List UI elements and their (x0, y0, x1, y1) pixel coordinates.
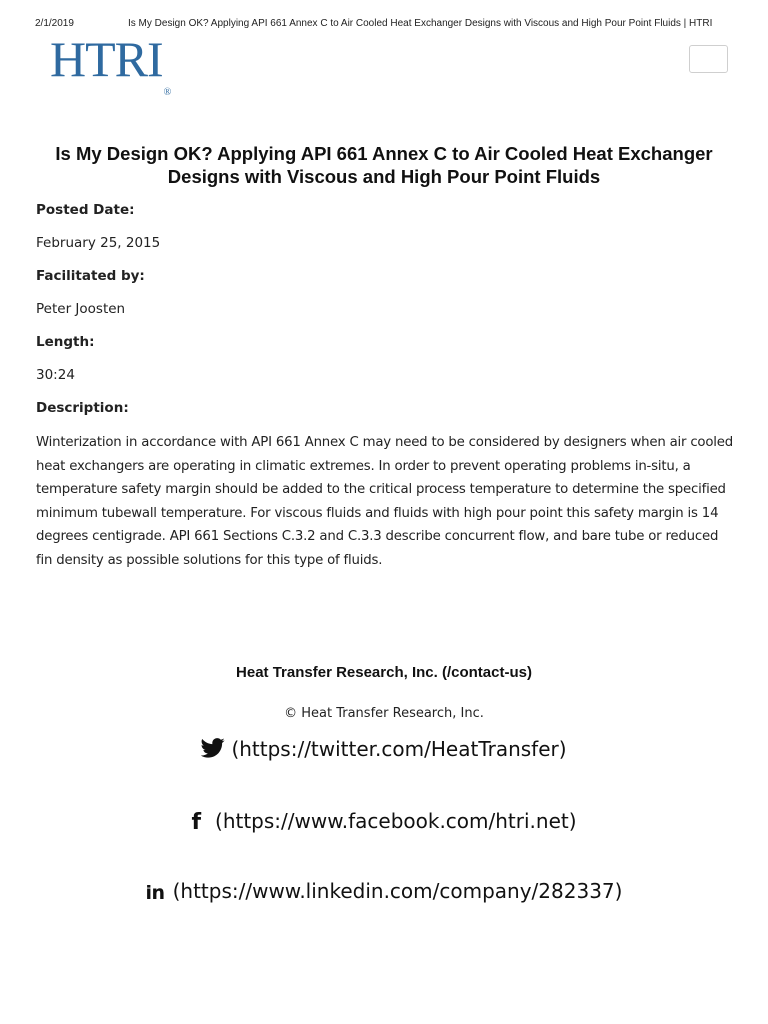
facilitated-by-value: Peter Joosten (36, 301, 126, 317)
description-label: Description: (36, 400, 129, 416)
twitter-bird-icon (201, 738, 225, 763)
linkedin-link[interactable] (0, 879, 768, 904)
page-title: Is My Design OK? Applying API 661 Annex C to Air Cooled Heat Exchanger Designs with Viscous and High Pour Point Fluids (55, 143, 713, 187)
print-date: 2/1/2019 (35, 18, 74, 29)
description-text: Winterization in accordance with API 661 Annex C may need to be considered by designers when air cooled heat exchangers are operating in climatic extremes. In order to prevent operating problems in-situ, a temperature safety margin should be added to the critical process temperature to determine the specified minimum tubewall temperature. For viscous fluids and fluids with high pour point this safety margin is 14 degrees centigrade. API 661 Sections C.3.2 and C.3.3 describe concurrent flow, and bare tube or reduced fin density as possible solutions for this type of fluids. (36, 435, 734, 568)
posted-date-label: Posted Date: (36, 202, 135, 218)
htri-logo[interactable] (50, 31, 172, 98)
twitter-link[interactable] (0, 737, 768, 763)
registered-mark: ® (163, 87, 172, 98)
posted-date-value: February 25, 2015 (36, 235, 161, 251)
footer-copyright: © Heat Transfer Research, Inc. (284, 706, 484, 721)
facilitated-by-label: Facilitated by: (36, 268, 145, 284)
facebook-f-icon: f (191, 810, 202, 835)
twitter-url: (https://twitter.com/HeatTransfer) (231, 737, 567, 761)
webinar-details (36, 200, 736, 572)
length-label: Length: (36, 334, 95, 350)
linkedin-in-icon: in (145, 881, 165, 904)
linkedin-url: (https://www.linkedin.com/company/282337) (172, 879, 623, 903)
facebook-link[interactable] (0, 809, 768, 835)
footer-company-link[interactable]: Heat Transfer Research, Inc. (/contact-us) (236, 664, 532, 681)
print-header (0, 18, 768, 32)
length-value: 30:24 (36, 367, 75, 383)
menu-button[interactable] (689, 45, 728, 73)
print-page-title: Is My Design OK? Applying API 661 Annex C to Air Cooled Heat Exchanger Designs with Viscous and High Pour Point Fluids | HTRI (128, 18, 713, 29)
facebook-url: (https://www.facebook.com/htri.net) (215, 809, 577, 833)
logo-text: HTRI (50, 31, 163, 87)
